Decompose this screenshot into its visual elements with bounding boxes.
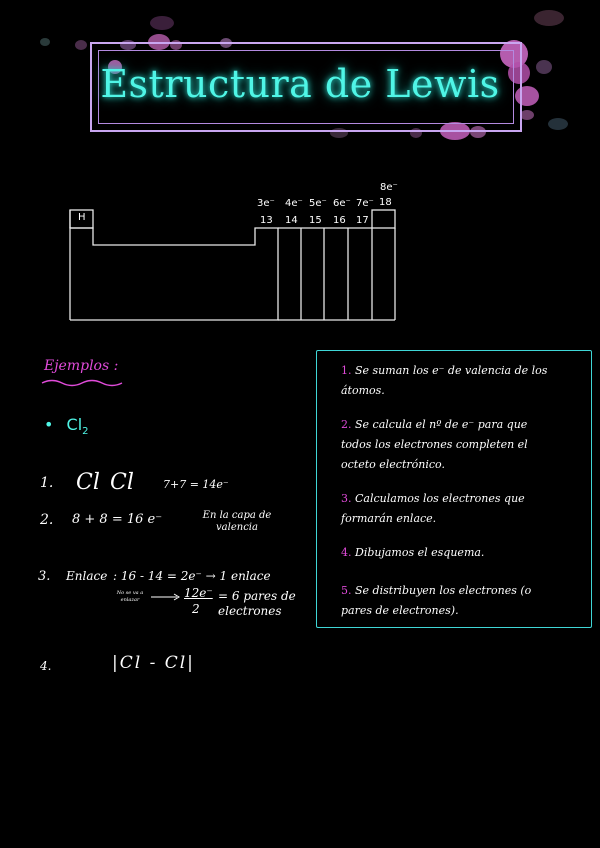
electron-label: 7e⁻: [356, 198, 374, 209]
line-4-number: 4.: [40, 659, 52, 673]
group-number: 18: [379, 197, 392, 208]
step-item: [341, 415, 561, 475]
line-3-label: Enlace: [66, 569, 108, 583]
step-item: [341, 361, 561, 401]
electron-label: 6e⁻: [333, 198, 351, 209]
line-1-atom-a: Cl: [76, 470, 100, 495]
molecule-symbol: Cl: [66, 415, 83, 434]
group-number: 17: [356, 215, 369, 226]
line-3-equation: : 16 - 14 = 2e⁻ → 1 enlace: [113, 569, 271, 583]
step-text: Calculamos los electrones que formarán enlace.: [341, 492, 525, 525]
group-number: 16: [333, 215, 346, 226]
step-text: Se calcula el nº de e⁻ para que todos los electrones completen el octeto electrónico.: [341, 418, 528, 471]
step-number: 3.: [341, 492, 352, 505]
bullet: •: [44, 415, 54, 434]
examples-underline: [40, 378, 130, 388]
lewis-structure: |Cl - Cl|: [112, 653, 195, 673]
group-number: 15: [309, 215, 322, 226]
step-number: 2.: [341, 418, 352, 431]
step-item: [341, 543, 561, 563]
step-item: [341, 581, 561, 621]
fraction-numerator: 12e⁻: [184, 586, 213, 600]
h-element-label: H: [78, 212, 86, 223]
electron-label: 5e⁻: [309, 198, 327, 209]
page-title: Estructura de Lewis: [100, 62, 500, 106]
molecule-subscript: 2: [82, 426, 89, 438]
line-1-number: 1.: [40, 475, 54, 491]
step-number: 5.: [341, 584, 352, 597]
group-number: 14: [285, 215, 298, 226]
step-text: Se distribuyen los electrones (o pares de electrones).: [341, 584, 532, 617]
step-text: Dibujamos el esquema.: [355, 546, 485, 559]
steps-box: [316, 350, 592, 628]
line-3-small-note: No se va a enlazar: [116, 590, 144, 603]
line-2-note: En la capa de valencia: [202, 510, 272, 533]
line-1-atom-b: Cl: [110, 470, 134, 495]
group-number: 13: [260, 215, 273, 226]
electron-label: 3e⁻: [257, 198, 275, 209]
line-1-equation: 7+7 = 14e⁻: [163, 478, 229, 491]
line-2-number: 2.: [40, 512, 54, 528]
line-2-equation: 8 + 8 = 16 e⁻: [72, 512, 163, 527]
step-item: [341, 489, 561, 529]
line-3-result: = 6 pares de electrones: [218, 589, 296, 618]
step-number: 1.: [341, 364, 352, 377]
examples-heading: Ejemplos :: [44, 358, 119, 374]
electron-label: 4e⁻: [285, 198, 303, 209]
example-molecule: [44, 415, 89, 437]
fraction-denominator: 2: [192, 602, 200, 616]
electron-label: 8e⁻: [380, 182, 398, 193]
step-text: Se suman los e⁻ de valencia de los átomos.: [341, 364, 548, 397]
arrow-icon: [150, 593, 182, 601]
line-3-number: 3.: [38, 569, 51, 584]
step-number: 4.: [341, 546, 352, 559]
